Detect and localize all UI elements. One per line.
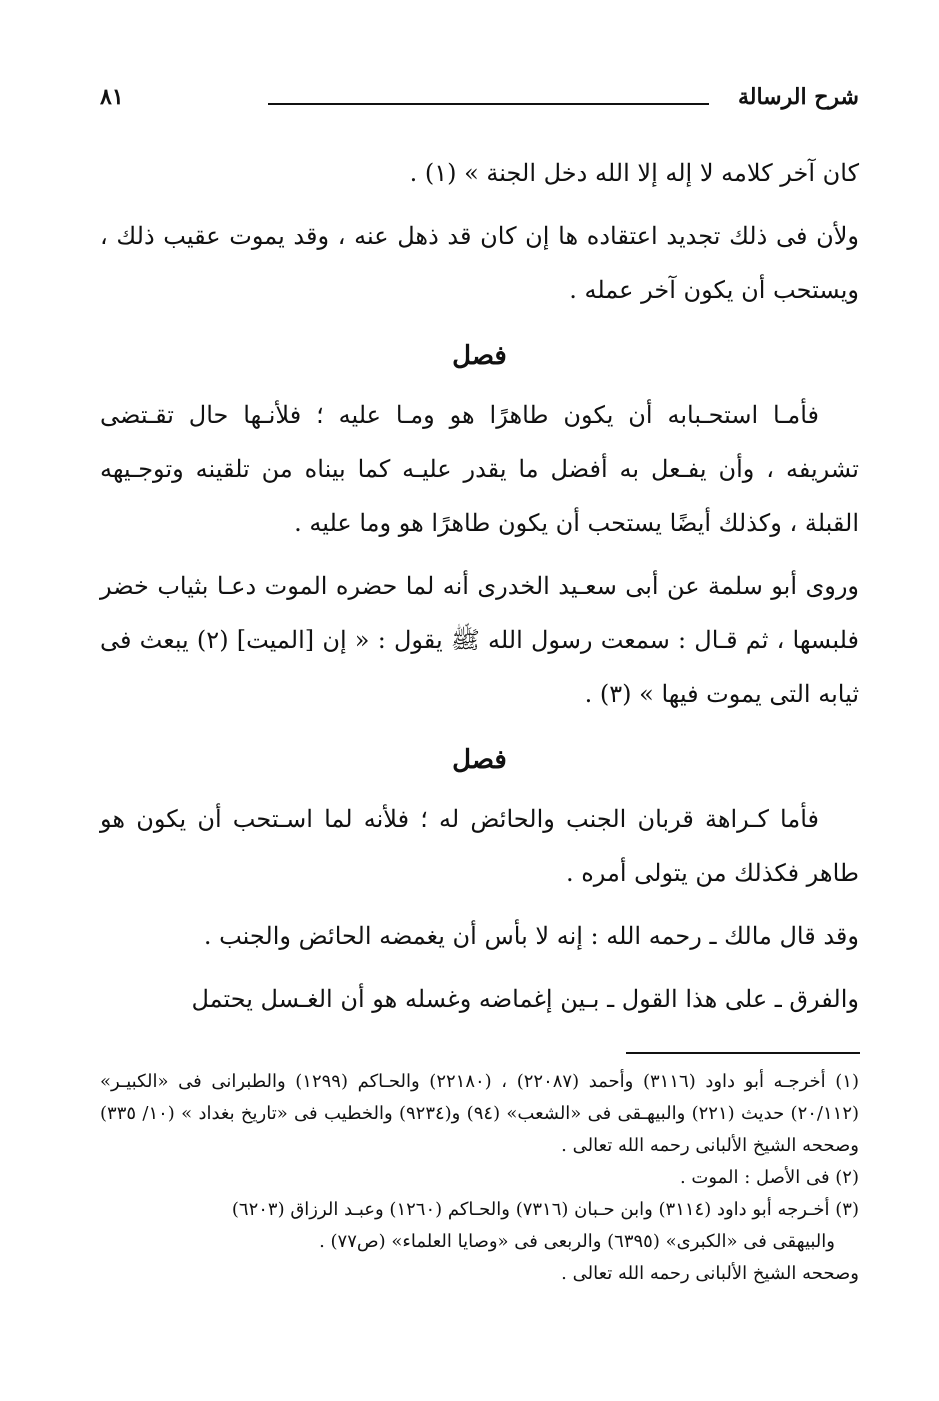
- paragraph-5: فأما كـراهة قربان الجنب والحائض له ؛ فلأنه لما اسـتحب أن يكون هو طاهر فكذلك من يتولى أمره .: [100, 805, 859, 887]
- section-heading-2: فصل: [452, 745, 507, 775]
- footnote-3-line-2: والبيهقى فى «الكبرى» (٦٣٩٥) والربعى فى «وصايا العلماء» (ص٧٧) .: [319, 1231, 835, 1252]
- footnote-2: (٢) فى الأصل : الموت .: [679, 1167, 859, 1188]
- paragraph-4: وروى أبو سلمة عن أبى سعـيد الخدرى أنه لما حضره الموت دعـا بثياب خضر فلبسها ، ثم قـال : سمعت رسول الله ﷺ يقول : « إن [الميت] (٢) يبعث فى ثيابه التى يموت فيها » (٣) .: [100, 572, 859, 708]
- footnote-3-line-1: (٣) أخـرجه أبو داود (٣١١٤) وابن حـبان (٧٣١٦) والحـاكم (١٢٦٠) وعبـد الرزاق (٦٢٠٣): [231, 1199, 859, 1220]
- main-text: [100, 146, 859, 1026]
- footnote-3-line-3: وصححه الشيخ الألبانى رحمه الله تعالى .: [561, 1263, 859, 1284]
- paragraph-1: كان آخر كلامه لا إله إلا الله دخل الجنة » (١) .: [409, 159, 859, 187]
- footnote-1: (١) أخرجـه أبو داود (٣١١٦) وأحمد (٢٢٠٨٧) ، (٢٢١٨٠) والحـاكم (١٢٩٩) والطبرانى فى «الكبيـر» (٢٠/١١٢) حديث (٢٢١) والبيهـقى فى «الشعب» (٩٤) و(٩٢٣٤) والخطيب فى «تاريخ بغداد » (١٠/ ٣٣٥) وصححه الشيخ الألبانى رحمه الله تعالى .: [100, 1071, 860, 1156]
- book-title: شرح الرسالة: [737, 84, 859, 110]
- page-number: ٨١: [100, 84, 124, 110]
- footnote-separator: [626, 1052, 860, 1054]
- header-rule: [268, 103, 709, 105]
- section-heading-1: فصل: [452, 341, 507, 371]
- paragraph-3: فأمـا استحـبابه أن يكون طاهرًا هو ومـا عليه ؛ فلأنـها حال تقـتضى تشريفه ، وأن يفـعل به أفضل ما يقدر عليـه كما بيناه من تلقينه وتوجـيهه القبلة ، وكذلك أيضًا يستحب أن يكون طاهرًا هو وما عليه .: [100, 401, 859, 537]
- paragraph-7: والفرق ـ على هذا القول ـ بـين إغماضه وغسله هو أن الغـسل يحتمل: [191, 985, 859, 1013]
- running-header: [100, 84, 859, 124]
- paragraph-2: ولأن فى ذلك تجديد اعتقاده ها إن كان قد ذهل عنه ، وقد يموت عقيب ذلك ، ويستحب أن يكون آخر عمله .: [100, 222, 859, 304]
- paragraph-6: وقد قال مالك ـ رحمه الله : إنه لا بأس أن يغمضه الحائض والجنب .: [203, 922, 859, 950]
- footnotes: [100, 1066, 859, 1290]
